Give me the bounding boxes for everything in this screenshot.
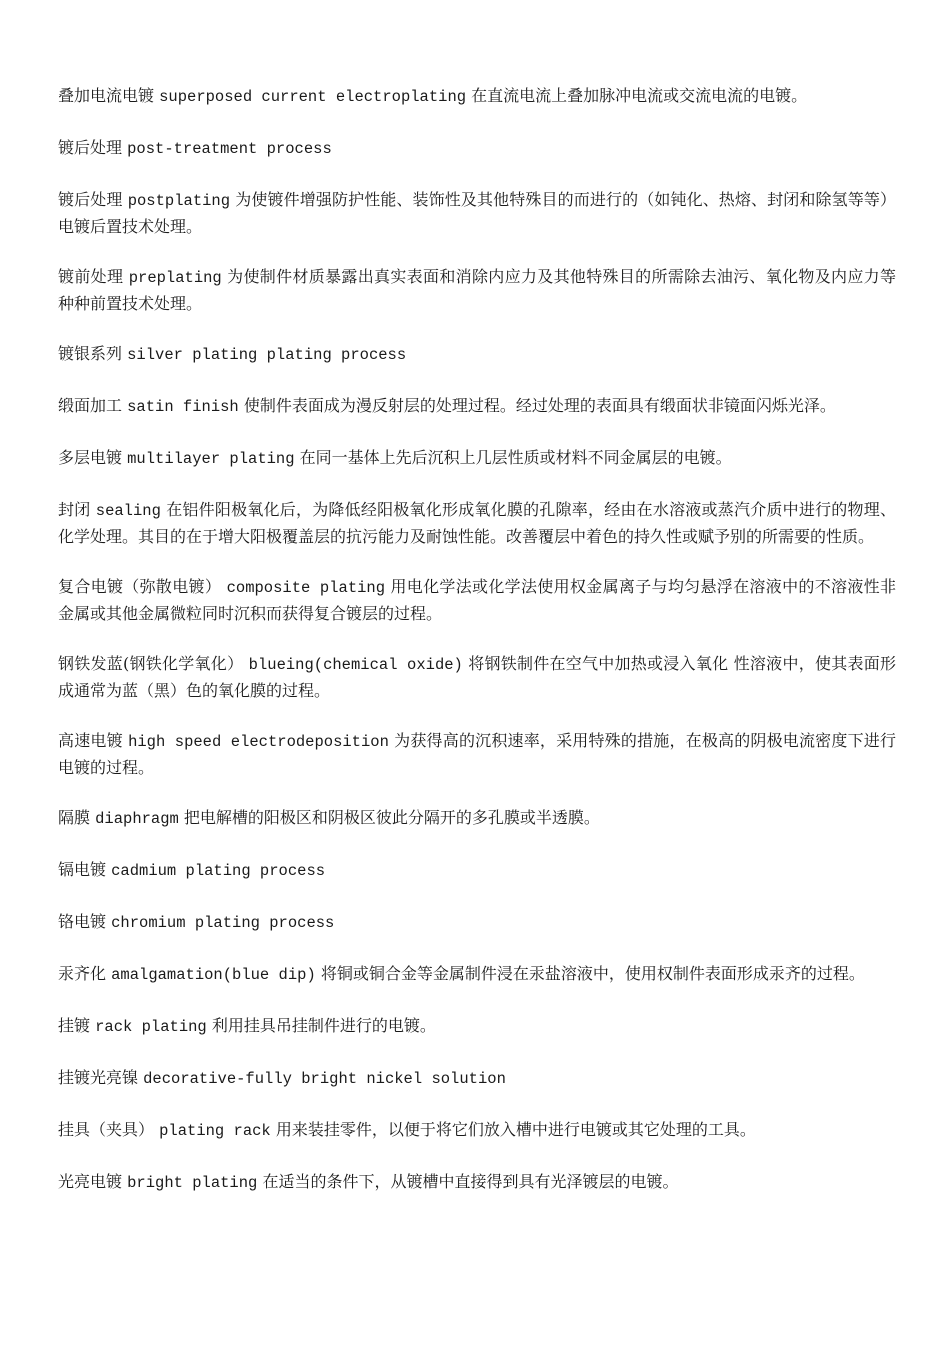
term-english: sealing [95,502,161,520]
term-english: multilayer plating [127,450,295,468]
glossary-entry [58,805,896,832]
term-chinese: 缎面加工 [58,396,123,415]
term-definition: 用电化学法或化学法使用权金属离子与均匀悬浮在溶液中的不溶液性非金属或其他金属微粒同时沉积而获得复合镀层的过程。 [58,577,896,623]
glossary-entry [58,497,896,549]
term-english: preplating [128,269,222,287]
term-english: cadmium plating process [111,862,326,880]
term-english: plating rack [159,1122,271,1140]
glossary-entry [58,1169,896,1196]
term-chinese: 高速电镀 [58,731,123,750]
term-chinese: 光亮电镀 [58,1172,123,1191]
glossary-entry [58,83,896,110]
term-chinese: 铬电镀 [58,912,107,931]
glossary-entry [58,445,896,472]
term-english: amalgamation(blue dip) [111,966,316,984]
term-chinese: 镉电镀 [58,860,107,879]
term-chinese: 镀后处理 [58,138,123,157]
term-chinese: 挂具（夹具） [58,1120,155,1139]
term-chinese: 钢铁发蓝(钢铁化学氧化） [58,654,244,673]
term-chinese: 隔膜 [58,808,91,827]
term-english: bright plating [127,1174,258,1192]
glossary-entry [58,341,896,368]
term-definition: 用来装挂零件，以便于将它们放入槽中进行电镀或其它处理的工具。 [275,1120,756,1139]
glossary-entry [58,393,896,420]
term-definition: 为使制件材质暴露出真实表面和消除内应力及其他特殊目的所需除去油污、氧化物及内应力等种种前置技术处理。 [58,267,896,313]
term-chinese: 挂镀光亮镍 [58,1068,139,1087]
glossary-entry [58,135,896,162]
term-english: diaphragm [95,810,179,828]
term-definition: 将钢铁制件在空气中加热或浸入氧化 性溶液中，使其表面形成通常为蓝（黑）色的氧化膜的过程。 [58,654,896,700]
term-english: composite plating [226,579,386,597]
term-definition: 将铜或铜合金等金属制件浸在汞盐溶液中，使用权制件表面形成汞齐的过程。 [320,964,865,983]
term-english: superposed current electroplating [159,88,467,106]
term-chinese: 汞齐化 [58,964,107,983]
term-chinese: 封闭 [58,500,91,519]
glossary-entry [58,187,896,239]
term-chinese: 叠加电流电镀 [58,86,155,105]
term-english: rack plating [95,1018,207,1036]
term-definition: 把电解槽的阳极区和阴极区彼此分隔开的多孔膜或半透膜。 [183,808,600,827]
term-english: satin finish [127,398,239,416]
glossary-entry [58,574,896,626]
glossary-entry [58,857,896,884]
term-definition: 在铝件阳极氧化后，为降低经阳极氧化形成氧化膜的孔隙率，经由在水溶液或蒸汽介质中进行的物理、化学处理。其目的在于增大阳极覆盖层的抗污能力及耐蚀性能。改善覆层中着色的持久性或赋予别的所需要的性质。 [58,500,896,546]
term-definition: 为使镀件增强防护性能、装饰性及其他特殊目的而进行的（如钝化、热熔、封闭和除氢等等）电镀后置技术处理。 [58,190,896,236]
glossary-entry [58,1013,896,1040]
term-definition: 在同一基体上先后沉积上几层性质或材料不同金属层的电镀。 [299,448,732,467]
term-definition: 使制件表面成为漫反射层的处理过程。经过处理的表面具有缎面状非镜面闪烁光泽。 [243,396,836,415]
term-chinese: 镀后处理 [58,190,123,209]
glossary-entry [58,1117,896,1144]
term-chinese: 复合电镀（弥散电镀） [58,577,222,596]
glossary-entry [58,264,896,316]
term-chinese: 挂镀 [58,1016,91,1035]
term-chinese: 镀前处理 [58,267,124,286]
term-english: chromium plating process [111,914,335,932]
term-english: blueing(chemical oxide) [248,656,463,674]
term-english: high speed electrodeposition [128,733,389,751]
term-definition: 利用挂具吊挂制件进行的电镀。 [211,1016,436,1035]
glossary-entry [58,1065,896,1092]
term-chinese: 多层电镀 [58,448,123,467]
glossary-entry [58,909,896,936]
term-chinese: 镀银系列 [58,344,123,363]
glossary-entry [58,961,896,988]
term-english: decorative-fully bright nickel solution [143,1070,506,1088]
term-definition: 在适当的条件下，从镀槽中直接得到具有光泽镀层的电镀。 [262,1172,679,1191]
glossary-entry [58,728,896,780]
term-english: silver plating plating process [127,346,407,364]
term-definition: 为获得高的沉积速率，采用特殊的措施，在极高的阴极电流密度下进行电镀的过程。 [58,731,896,777]
term-english: postplating [127,192,231,210]
glossary-entry [58,651,896,703]
term-definition: 在直流电流上叠加脉冲电流或交流电流的电镀。 [471,86,808,105]
term-english: post-treatment process [127,140,332,158]
glossary-page [58,83,896,1221]
